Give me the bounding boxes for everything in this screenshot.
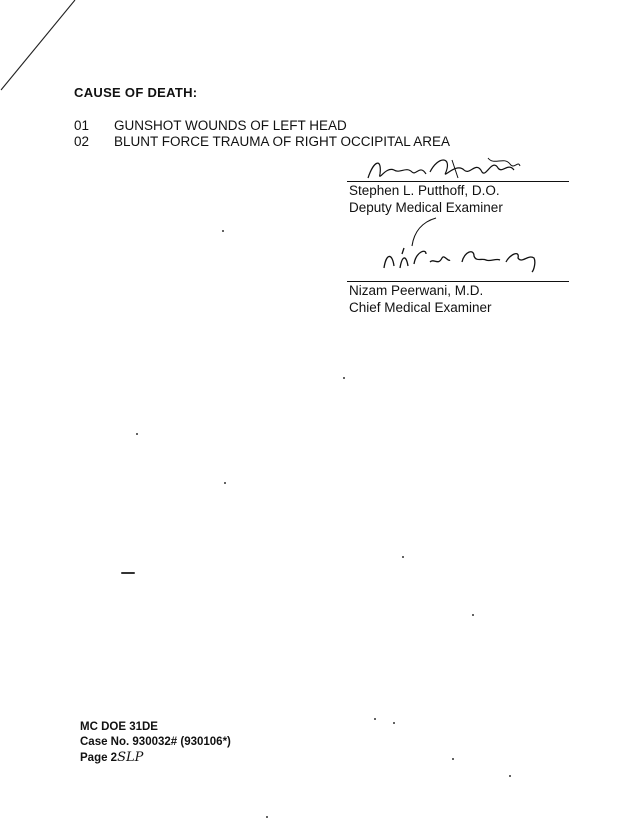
page-initials: SLP [117, 750, 144, 765]
document-footer [80, 720, 231, 766]
signatory-name: Nizam Peerwani, M.D. [349, 283, 484, 298]
signatory-title: Chief Medical Examiner [349, 299, 492, 315]
cause-item [74, 134, 450, 150]
chief-signature-line [347, 281, 569, 282]
deputy-signature-line [347, 181, 569, 182]
scan-speck [343, 377, 345, 379]
page-number-row [80, 750, 231, 766]
scan-speck [224, 482, 226, 484]
cause-text: BLUNT FORCE TRAUMA OF RIGHT OCCIPITAL AREA [114, 134, 451, 149]
cause-item [74, 118, 450, 134]
scan-speck [222, 230, 224, 232]
chief-examiner-signature [378, 214, 548, 276]
signatory-title: Deputy Medical Examiner [349, 199, 503, 215]
cause-text: GUNSHOT WOUNDS OF LEFT HEAD [114, 118, 347, 133]
scan-speck [121, 572, 135, 574]
scan-speck [136, 433, 138, 435]
chief-signatory [349, 283, 492, 316]
scan-speck [452, 758, 454, 760]
scan-speck [509, 775, 511, 777]
page-label: Page 2 [80, 752, 118, 764]
scan-speck [393, 722, 395, 724]
cause-of-death-heading: CAUSE OF DEATH: [74, 85, 198, 100]
cause-number: 01 [74, 118, 90, 133]
form-code: MC DOE 31DE [80, 721, 158, 733]
cause-list [74, 118, 450, 150]
scan-speck [402, 556, 404, 558]
cause-number: 02 [74, 134, 90, 149]
case-number: Case No. 930032# (930106*) [80, 736, 231, 748]
scan-speck [374, 718, 376, 720]
deputy-signatory [349, 183, 503, 216]
scan-speck [472, 614, 474, 616]
scan-corner-line [0, 0, 80, 95]
signatory-name: Stephen L. Putthoff, D.O. [349, 183, 500, 198]
scan-speck [266, 816, 268, 818]
